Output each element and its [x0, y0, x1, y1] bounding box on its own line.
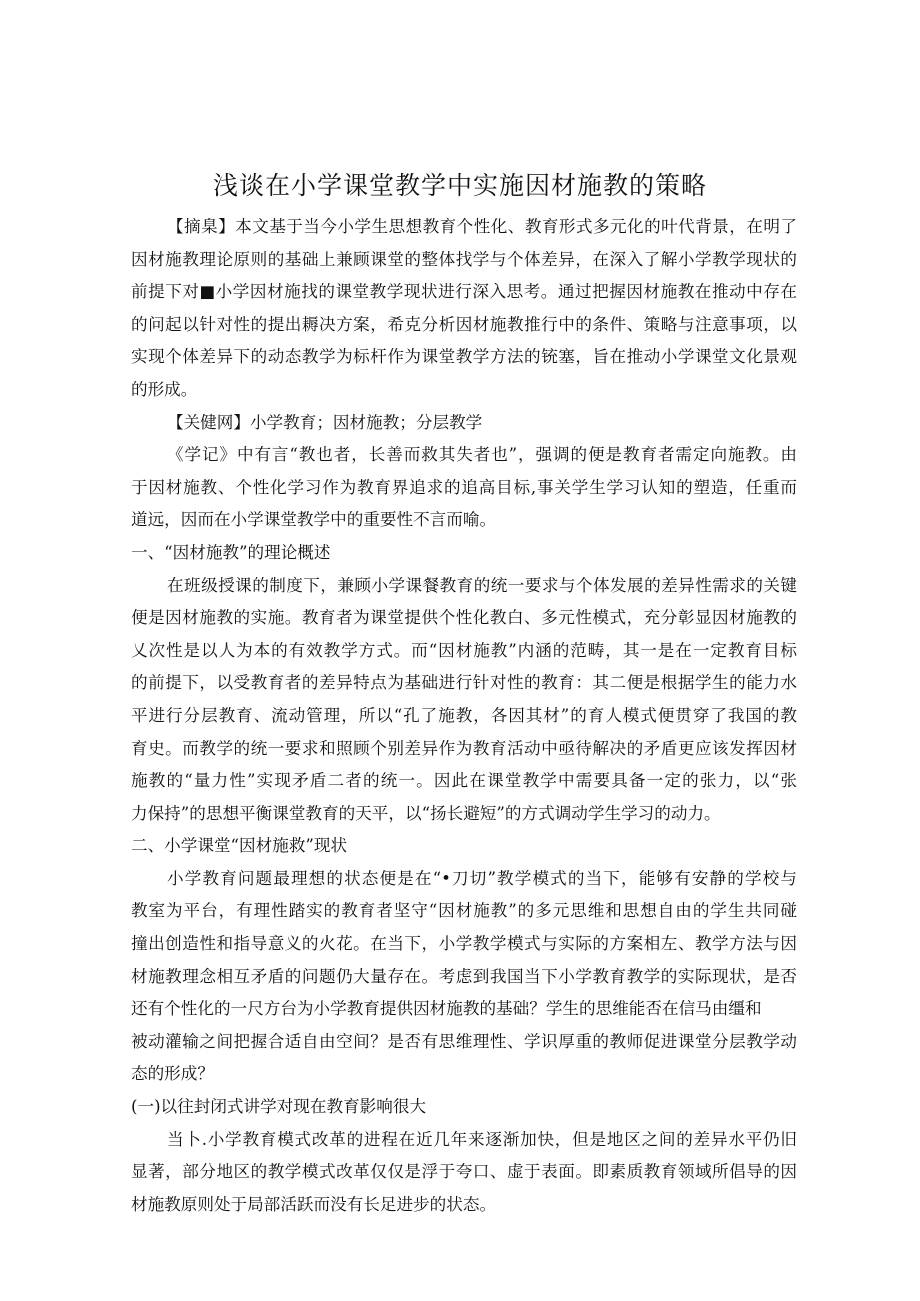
section-heading-1: 一、“因材施教”的理论概述	[131, 542, 331, 562]
abstract-line: 【摘臬】本文基于当今小学生思想教育个性化、教育形式多元化的叶代背景，在明了	[167, 217, 797, 236]
intro-line: 于因材施教、个性化学习作为教育界追求的追高目标,事关学生学习认知的塑造，任重而	[131, 477, 797, 497]
document-title: 浅谈在小学课堂教学中实施因材施教的策略	[212, 171, 707, 200]
abstract-line: 的形成。	[131, 379, 198, 399]
section2-line: 小学教育问题最理想的状态便是在“•刀切”教学模式的当下，能够有安静的学校与	[167, 868, 797, 888]
section2-line: 教室为平台，有理性踏实的教育者坚守“因材施教”的多元思维和思想自由的学生共同碰	[131, 901, 797, 921]
intro-line: 《学记》中有言“教也者，长善而救其失者也”，强调的便是教育者需定向施教。由	[167, 445, 797, 465]
keywords-line: 【关健网】小学教育；因材施教；分层教学	[167, 412, 483, 432]
section1-line: 乂次性是以人为本的有效教学方式。而“因材施教”内涵的范畴，其一是在一定教育目标	[131, 640, 797, 660]
section1-line: 的前提下，以受教育者的差异特点为基础进行针对性的教育：其二便是根据学生的能力水	[131, 673, 797, 693]
section2-line: 还有个性化的一尺方台为小学教育提供因材施教的基础？学生的思维能否在信马由缰和	[131, 999, 762, 1019]
subsection-heading-1: (一)以往封闭式讲学对现在教育影响很大	[131, 1097, 427, 1117]
section2-line: 撞出创造性和指导意义的火花。在当下，小学教学模式与实际的方案相左、教学方法与因	[131, 934, 797, 954]
abstract-line: 因材施教理论原则的基础上兼顾课堂的整体找学与个体差异，在深入了解小学教学现状的	[131, 249, 797, 269]
section2-line: 材施教理念相互矛盾的问题仍大量存在。考虑到我国当下小学教育教学的实际现状，是否	[131, 966, 797, 986]
intro-line: 道远，因而在小学课堂教学中的重要性不言而喻。	[131, 510, 497, 530]
document-body	[131, 211, 797, 1221]
section1-line: 在班级授课的制度下，兼顾小学课餐教育的统一要求与个体发展的差异性需求的关键	[167, 575, 797, 595]
subsection1-line: 当卜.小学教育模式改革的进程在近几年来逐渐加快，但是地区之间的差异水平仍旧	[167, 1129, 797, 1149]
subsection1-line: 显著，部分地区的教学模式改革仅仅是浮于夸口、虚于表面。即素质教育领域所倡导的因	[131, 1162, 797, 1182]
section2-line: 态的形成？	[131, 1064, 214, 1084]
section1-line: 便是因材施教的实施。教育者为课堂提供个性化教白、多元性模式，充分彰显因材施教的	[131, 608, 797, 628]
abstract-line: 的问起以针对性的提出耨决方案，希克分析因材施教推行中的条件、策略与注意事项，以	[131, 314, 797, 334]
section1-line: 育史。而教学的统一要求和照顾个别差异作为教育活动中亟待解决的矛盾更应该发挥因材	[131, 738, 797, 758]
subsection1-line: 材施教原则处于局部活跃而没有长足进步的状态。	[131, 1194, 497, 1214]
section2-line: 被动灌输之间把握合适自由空间？是否有思维理性、学识厚重的教师促进课堂分层教学动	[131, 1031, 797, 1051]
section1-line: 平进行分层教育、流动管理，所以“孔了施教，各因其材”的育人模式便贯穿了我国的教	[131, 705, 797, 725]
abstract-line: 前提下对■小学因材施找的课堂教学现状进行深入思考。通过把握因材施教在推动中存在	[131, 282, 797, 302]
section1-line: 施教的“量力性”实现矛盾二者的统一。因此在课堂教学中需要具备一定的张力，以“张	[131, 771, 797, 791]
section-heading-2: 二、小学课堂“因材施救”现状	[131, 836, 348, 856]
section1-line: 力保持”的思想平衡课堂教育的天平，以“扬长避短”的方式调动学生学习的动力。	[131, 803, 721, 823]
abstract-line: 实现个体差异下的动态教学为标杆作为课堂教学方法的铳塞，旨在推动小学课堂文化景观	[131, 347, 797, 367]
